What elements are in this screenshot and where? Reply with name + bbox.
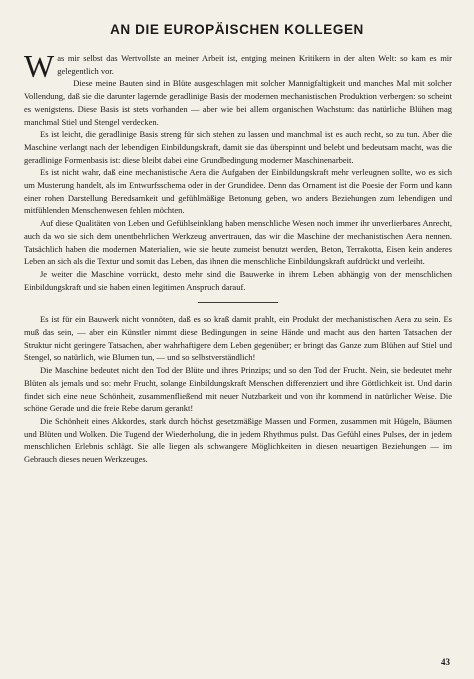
paragraph: Es ist für ein Bauwerk nicht vonnöten, daß es so kraß damit prahlt, ein Produkt der mechanistischen Aera zu sein. Es muß das sein, — aber ein Künstler nimmt diese Bedingungen in seine Hände und macht aus den harten Tatsachen der Struktur nicht geringere Tatsachen, aber wahrhaftigere dem Leben gegenüber; er bringt das Ganze zum Blühen auf Stiel und Stengel, so natürlich, wie Blumen tun, — und so selbstverständlich! bbox=[24, 314, 452, 363]
paragraph: Diese meine Bauten sind in Blüte ausgeschlagen mit solcher Mannigfaltigkeit und manches Mal mit solcher Vollendung, daß sie die darunter lagernde geradlinige Basis der modernen mechanistischen Produktion verbergen: so scheint es wenigstens. Diese Basis ist stets vorhanden — aber wie bei allem organischen Wachstum: das natürliche Blühen mag manchmal Stiel und Stengel verdecken. bbox=[24, 78, 452, 127]
article-body bbox=[24, 48, 452, 466]
paragraph bbox=[24, 48, 452, 84]
paragraph: Je weiter die Maschine vorrückt, desto mehr sind die Bauwerke in ihrem Leben abhängig von der menschlichen Einbildungskraft und sie haben einen legitimen Anspruch darauf. bbox=[24, 268, 452, 292]
page-number: 43 bbox=[441, 657, 450, 667]
section-divider bbox=[198, 302, 278, 303]
paragraph: Die Schönheit eines Akkordes, stark durch höchst gesetzmäßige Massen und Formen, zusammen mit Hügeln, Bäumen und Blüten und Wolken. Die Tugend der Wiederholung, die in jedem Rhythmus pulst. Das Gefühl eines Pulses, der in jedem menschlichen Erlebnis schlägt. Sie alle liegen als schwangere Möglichkeiten in diesen neuartigen Beziehungen — im Gebrauch dieses neuen Werkzeuges. bbox=[24, 415, 452, 465]
paragraph: Es ist nicht wahr, daß eine mechanistische Aera die Aufgaben der Einbildungskraft mehr verleugnen sollte, wo es sich um Musterung handelt, als im Entwurfsschema oder in der Grundidee. Denn das Ornament ist die Poesie der Form und kann einer rohen Darstellung Beredsamkeit und gefühlmäßige Betonung geben, wo anders Beziehungen zum lebendigen und mitfühlenden Menschenwesen fehlen möchten. bbox=[24, 167, 452, 216]
drop-cap: W bbox=[24, 48, 55, 84]
paragraph: Auf diese Qualitäten von Leben und Gefühlseinklang haben menschliche Wesen noch immer ihr unverlierbares Anrecht, auch da wo sie sich dem unentbehrlichen Werkzeug anvertrauen, das wir die Maschine der mechanistischen Aera nennen. Tatsächlich haben die modernen Materialien, wie sie heute zumeist benutzt werden, Beton, Terrakotta, Eisen kein anderes Leben an sich als die Textur und somit das Leben, das ihnen die menschliche Einbildungskraft aufdrückt und verleiht. bbox=[24, 218, 452, 267]
page-title: AN DIE EUROPÄISCHEN KOLLEGEN bbox=[110, 22, 364, 37]
paragraph: Es ist leicht, die geradlinige Basis streng für sich stehen zu lassen und manchmal ist es auch recht, so zu tun. Aber die Maschine verlangt nach der lebendigen Einbildungskraft, damit sie das überspinnt und belebt und bedeutsam macht, was die geradlinige Formenbasis ist: diese bleibt dabei eine Grundbedingung moderner Maschinenarbeit. bbox=[24, 129, 452, 165]
paragraph-text: as mir selbst das Wertvollste an meiner Arbeit ist, entging meinen Kritikern in der alten Welt: so kam es mir gelegentlich vor. bbox=[57, 53, 452, 76]
paragraph: Die Maschine bedeutet nicht den Tod der Blüte und ihres Prinzips; und so den Tod der Frucht. Nein, sie bedeutet mehr Blüten als jemals und so: mehr Frucht, solange Einbildungskraft Menschen differenziert und ihre Göttlichkeit ist. Und darin findet sich eine neue Schönheit, zusammenfließend mit neuer Nutzbarkeit und von ihr kommend in natürlicher Weise. Die schöne Gerade und die freie Rebe darum gerankt! bbox=[24, 365, 452, 414]
